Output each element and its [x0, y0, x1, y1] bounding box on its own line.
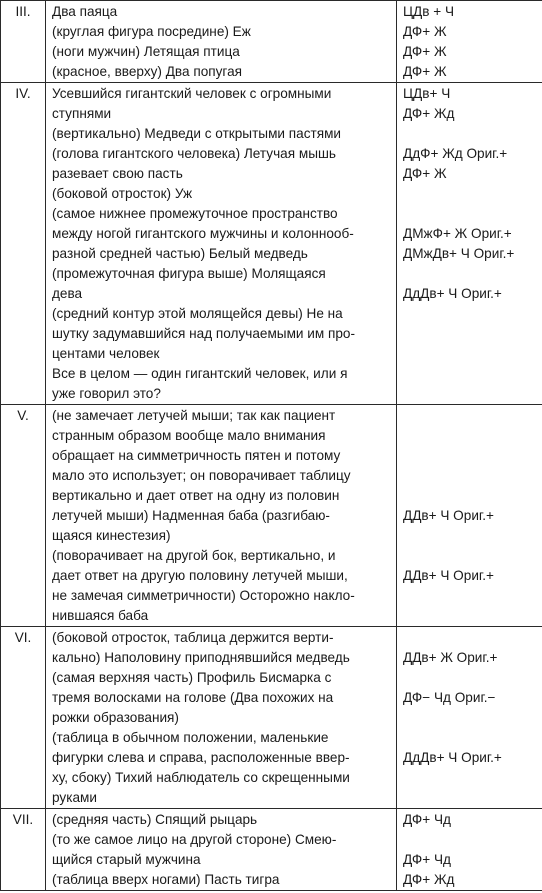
- card-number: V.: [1, 405, 46, 627]
- card-number: IV.: [1, 83, 46, 405]
- response-line: (круглая фигура посредине) Еж: [52, 24, 251, 39]
- scoring-code: ДдДв+ Ч Ориг.+: [403, 286, 502, 301]
- response-line: (средний контур этой молящейся девы) Не на: [52, 306, 343, 321]
- response-text-cell: [46, 627, 397, 809]
- scoring-code: ДФ+ Ж: [403, 166, 447, 181]
- scoring-code: [403, 364, 542, 384]
- response-line: (промежуточная фигура выше) Молящаяся: [52, 266, 326, 281]
- scoring-code: [403, 184, 542, 204]
- response-line: щийся старый мужчина: [52, 852, 201, 867]
- scoring-code: ДДв+ Ж Ориг.+: [403, 650, 498, 665]
- response-line: шутку задумавшийся над получаемыми им про-: [52, 326, 356, 341]
- scoring-code: [403, 264, 542, 284]
- response-line: (красное, вверху) Два попугая: [52, 64, 243, 79]
- response-line: центами человек: [52, 346, 160, 361]
- response-line: (не замечает летучей мыши; так как пациент: [52, 408, 336, 423]
- response-line: (боковой отросток, таблица держится верти-: [52, 630, 334, 645]
- response-text-cell: [46, 1, 397, 83]
- scoring-code: ДФ+ Жд: [403, 106, 455, 121]
- response-line: (голова гигантского человека) Летучая мышь: [52, 146, 336, 161]
- response-line: Усевшийся гигантский человек с огромными: [52, 86, 332, 101]
- scoring-code: [403, 768, 542, 788]
- scoring-code-cell: [397, 83, 542, 405]
- response-line: (средняя часть) Спящий рыцарь: [52, 812, 258, 827]
- table-row: [1, 1, 542, 83]
- response-line: кально) Наполовину приподнявшийся медведь: [52, 650, 350, 665]
- response-line: (самое нижнее промежуточное пространство: [52, 206, 338, 221]
- table-row: [1, 405, 542, 627]
- scoring-code: [403, 304, 542, 324]
- scoring-code: ЦДв+ Ч: [403, 86, 451, 101]
- table-body: [1, 1, 542, 891]
- response-line: фигурки слева и справа, расположенные ввер-: [52, 750, 350, 765]
- scoring-code: ДМжДв+ Ч Ориг.+: [403, 246, 515, 261]
- scoring-code: [403, 668, 542, 688]
- scoring-code: ДДв+ Ч Ориг.+: [403, 568, 494, 583]
- table-row: [1, 83, 542, 405]
- response-line: тремя волосками на голове (Два похожих на: [52, 690, 334, 705]
- scoring-code: ДФ+ Ж: [403, 64, 447, 79]
- scoring-code-cell: [397, 1, 542, 83]
- scoring-code: [403, 708, 542, 728]
- scoring-code: [403, 546, 542, 566]
- scoring-code: ДдДв+ Ч Ориг.+: [403, 750, 502, 765]
- response-line: (боковой отросток) Уж: [52, 186, 193, 201]
- response-line: странным образом вообще мало внимания: [52, 428, 326, 443]
- scoring-code: ДФ+ Ж: [403, 44, 447, 59]
- scoring-code: [403, 204, 542, 224]
- scoring-code: [403, 526, 542, 546]
- response-line: ступнями: [52, 106, 112, 121]
- scoring-code: [403, 606, 542, 626]
- scoring-code: [403, 830, 542, 850]
- response-line: ху, сбоку) Тихий наблюдатель со скрещенными: [52, 770, 350, 785]
- scoring-code: [403, 406, 542, 426]
- scoring-code-cell: [397, 405, 542, 627]
- scoring-code: ДФ− Чд Ориг.−: [403, 690, 496, 705]
- response-text-cell: [46, 405, 397, 627]
- scoring-code: [403, 124, 542, 144]
- response-line: нившаяся баба: [52, 608, 149, 623]
- response-line: (таблица вверх ногами) Пасть тигра: [52, 872, 280, 887]
- scoring-code: ДФ+ Жд: [403, 872, 455, 887]
- response-line: Все в целом — один гигантский человек, или я: [52, 366, 348, 381]
- response-line: обращает на симметричность пятен и потому: [52, 448, 341, 463]
- scoring-code: ДДв+ Ч Ориг.+: [403, 508, 494, 523]
- scoring-code: ДФ+ Ж: [403, 24, 447, 39]
- scoring-code: ДМжФ+ Ж Ориг.+: [403, 226, 512, 241]
- response-line: щаяся кинестезия): [52, 528, 171, 543]
- scoring-code: [403, 586, 542, 606]
- scoring-code-cell: [397, 627, 542, 809]
- scoring-code: [403, 446, 542, 466]
- response-line: рожки образования): [52, 710, 179, 725]
- scoring-code: [403, 344, 542, 364]
- response-line: (вертикально) Медведи с открытыми пастями: [52, 126, 342, 141]
- response-line: разной средней частью) Белый медведь: [52, 246, 308, 261]
- response-line: (поворачивает на другой бок, вертикально, и: [52, 548, 336, 563]
- response-line: (то же самое лицо на другой стороне) Смею-: [52, 832, 337, 847]
- response-line: (самая верхняя часть) Профиль Бисмарка с: [52, 670, 332, 685]
- scoring-code: ДФ+ Чд: [403, 812, 451, 827]
- response-line: не замечая симметричности) Осторожно накло-: [52, 588, 355, 603]
- response-line: дева: [52, 286, 83, 301]
- response-line: мало это использует; он поворачивает таблицу: [52, 468, 351, 483]
- scoring-code: ДдФ+ Жд Ориг.+: [403, 146, 508, 161]
- scoring-code: [403, 788, 542, 808]
- scoring-code: [403, 628, 542, 648]
- table-row: [1, 809, 542, 891]
- scoring-code: [403, 486, 542, 506]
- response-line: уже говорил это?: [52, 386, 161, 401]
- response-line: разевает свою пасть: [52, 166, 183, 181]
- response-line: (таблица в обычном положении, маленькие: [52, 730, 329, 745]
- response-line: между ногой гигантского мужчины и колоннооб-: [52, 226, 354, 241]
- scoring-code-cell: [397, 809, 542, 891]
- scoring-code: [403, 466, 542, 486]
- scoring-code: [403, 384, 542, 404]
- scoring-code: [403, 324, 542, 344]
- response-line: летучей мыши) Надменная баба (разгибаю-: [52, 508, 330, 523]
- scoring-code: ЦДв + Ч: [403, 4, 455, 19]
- response-text-cell: [46, 809, 397, 891]
- response-text-cell: [46, 83, 397, 405]
- card-number: VII.: [1, 809, 46, 891]
- scoring-code: ДФ+ Чд: [403, 852, 451, 867]
- card-number: III.: [1, 1, 46, 83]
- response-line: вертикально и дает ответ на одну из половин: [52, 488, 340, 503]
- response-line: дает ответ на другую половину летучей мыши,: [52, 568, 348, 583]
- response-line: (ноги мужчин) Летящая птица: [52, 44, 240, 59]
- response-line: Два паяца: [52, 4, 118, 19]
- table-row: [1, 627, 542, 809]
- scoring-code: [403, 728, 542, 748]
- response-line: руками: [52, 790, 97, 805]
- card-number: VI.: [1, 627, 46, 809]
- scoring-code: [403, 426, 542, 446]
